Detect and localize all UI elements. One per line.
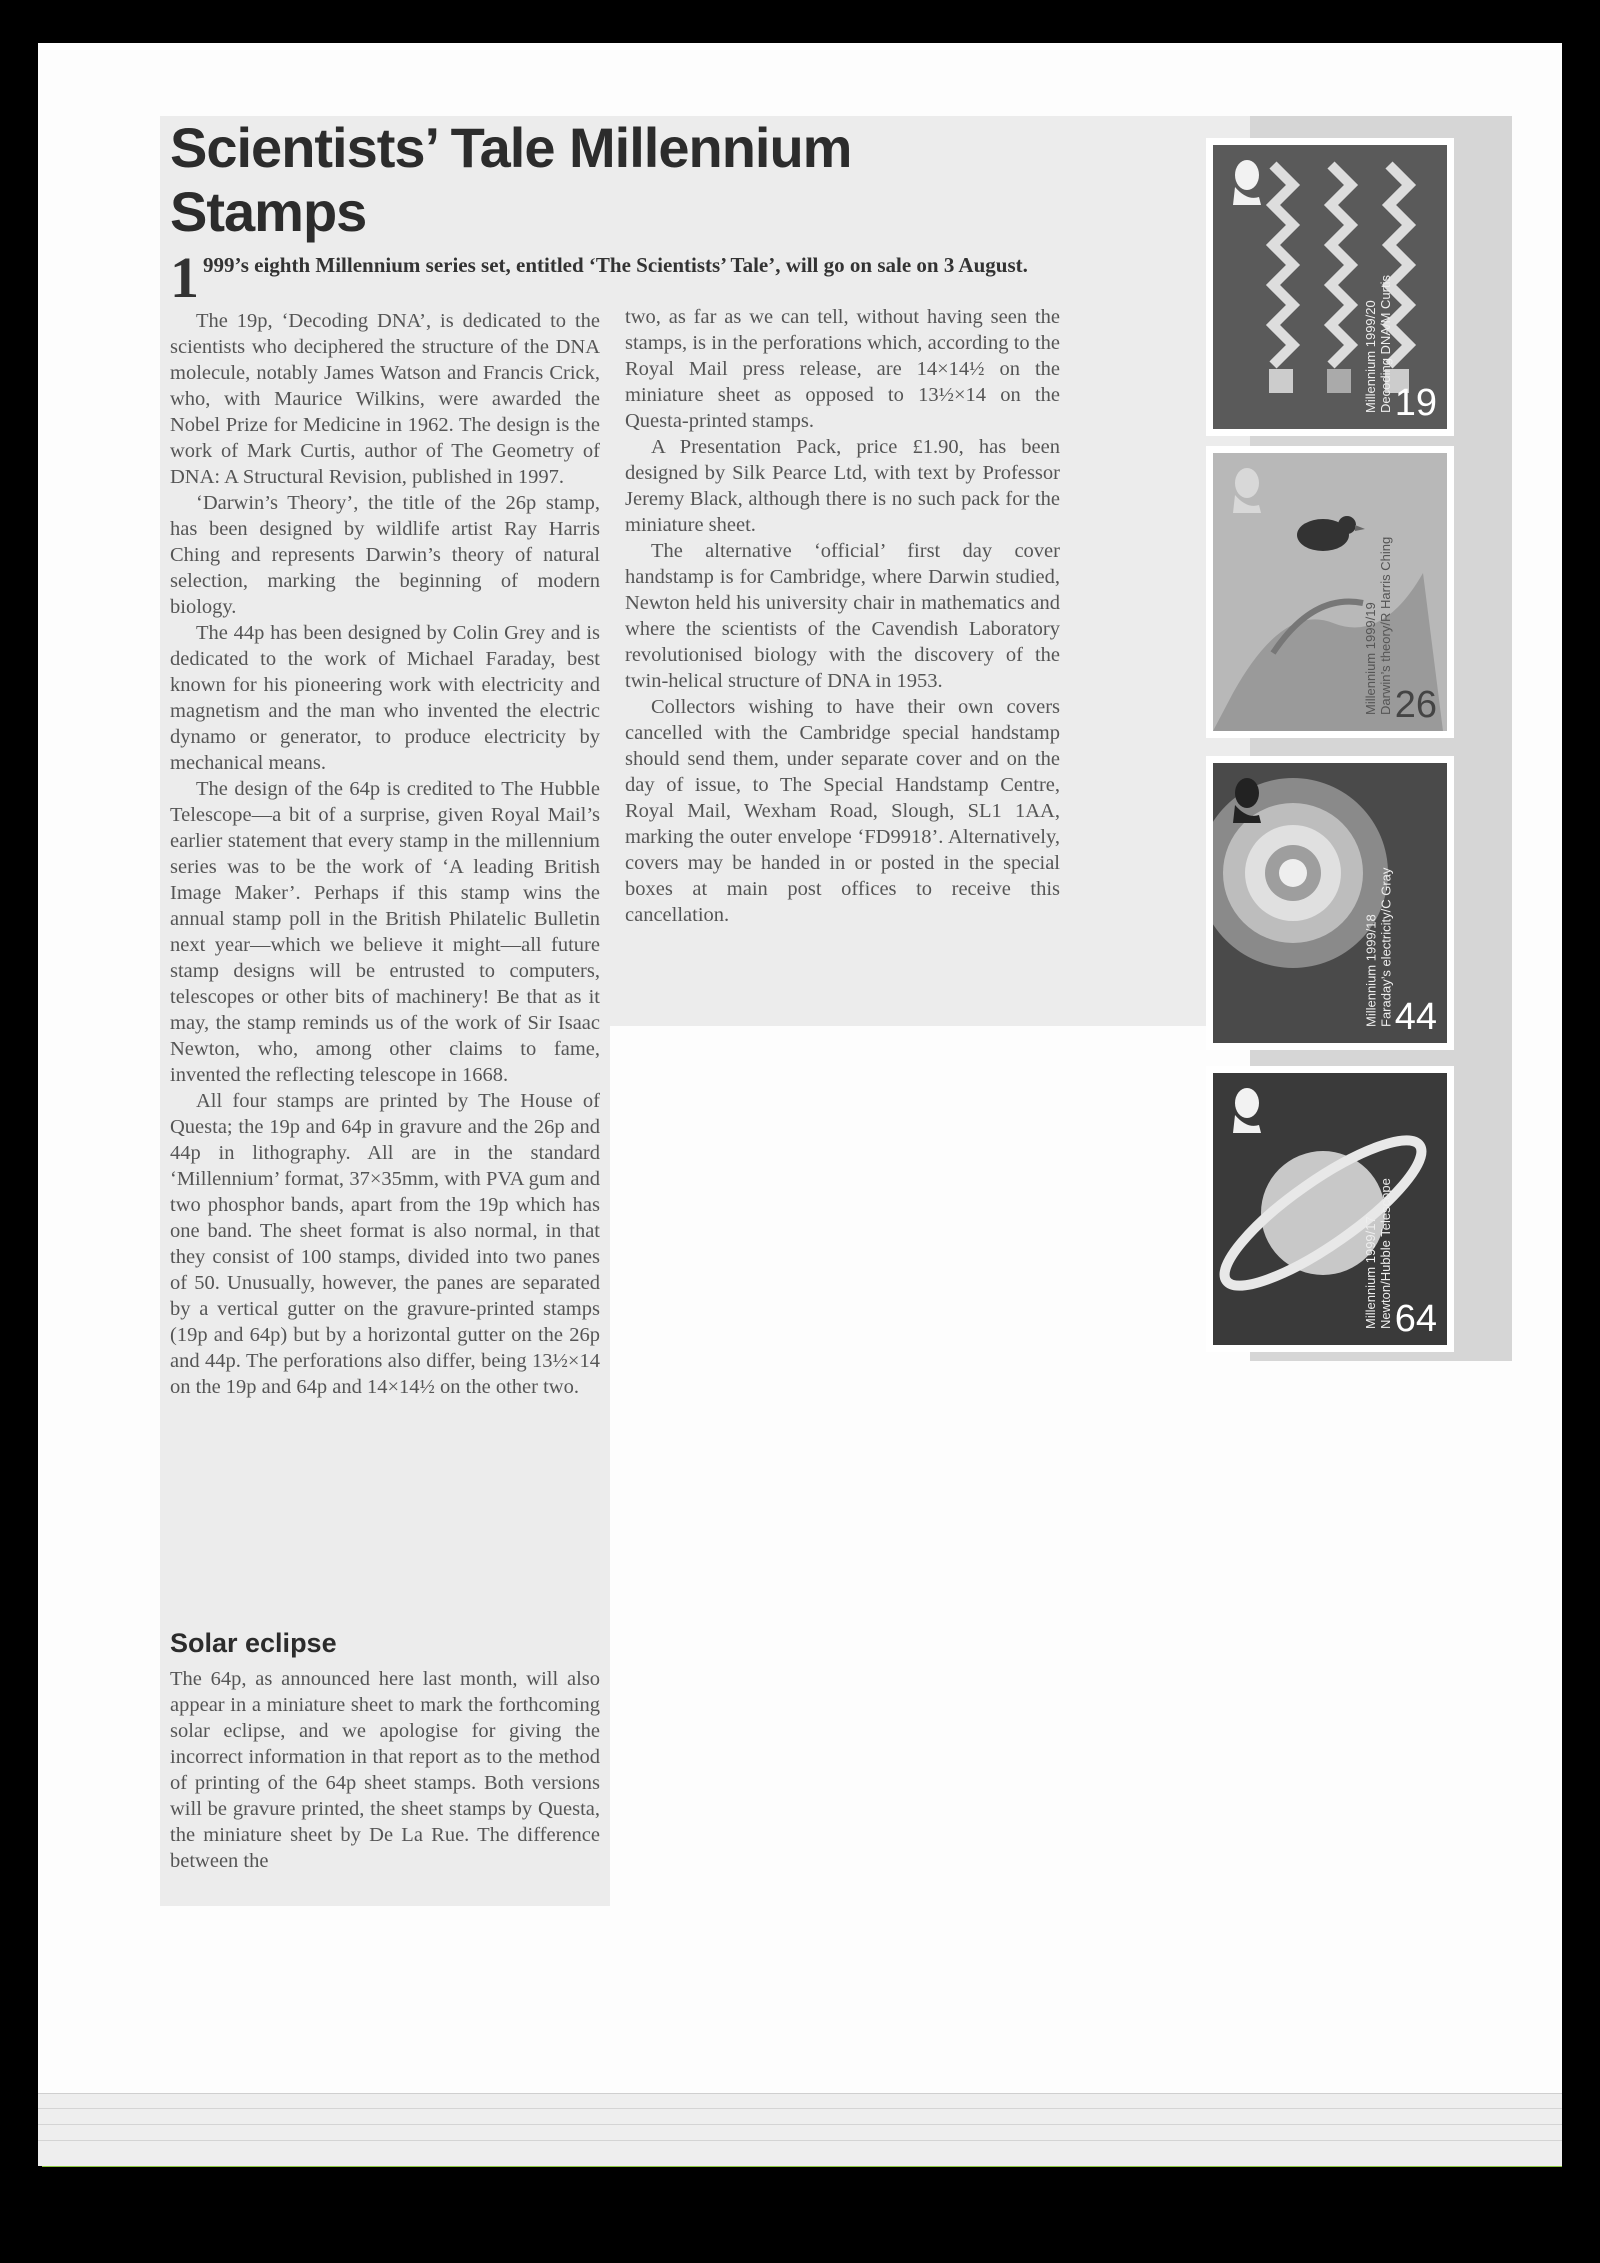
paragraph: Collectors wishing to have their own covers cancelled with the Cambridge special handstamp should send them, under separate cover and on the day of issue, to The Special Handstamp Centre, Royal Mail, Wexham Road, Slough, SL1 1AA, marking the outer envelope ‘FD9918’. Alternatively, covers may be handed in or posted in the special boxes at main post offices to receive this cancellation. [625, 696, 1060, 926]
stamp-19p [1206, 138, 1454, 436]
stamp-image: Millennium 1999/17 Newton/Hubble Telescope 64 [1213, 1073, 1447, 1345]
queens-head-icon [1229, 157, 1265, 205]
drop-cap: 1 [170, 245, 199, 310]
stamp-image: Millennium 1999/19 Darwin’s theory/R Harris Ching 26 [1213, 453, 1447, 731]
queens-head-icon [1229, 775, 1265, 823]
stamp-26p [1206, 446, 1454, 738]
stamp-value: 64 [1394, 1298, 1437, 1340]
article-column-2 [625, 304, 1060, 928]
stamp-value: 19 [1394, 382, 1437, 424]
paragraph: The 19p, ‘Decoding DNA’, is dedicated to the scientists who deciphered the structure of the DNA molecule, notably James Watson and Francis Crick, who, with Maurice Wilkins, were awarded the Nobel Prize for Medicine in 1962. The design is the work of Mark Curtis, author of The Geometry of DNA: A Structural Revision, published in 1997. [170, 310, 600, 488]
queens-head-icon [1229, 1085, 1265, 1133]
stamp-44p [1206, 756, 1454, 1050]
magazine-clipping [160, 116, 1512, 1906]
stamp-value: 26 [1394, 684, 1437, 726]
paragraph: A Presentation Pack, price £1.90, has been designed by Silk Pearce Ltd, with text by Professor Jeremy Black, although there is no such pack for the miniature sheet. [625, 436, 1060, 536]
paragraph: The 64p, as announced here last month, will also appear in a miniature sheet to mark the forthcoming solar eclipse, and we apologise for giving the incorrect information in that report as to the method of printing of the 64p sheet stamps. Both versions will be gravure printed, the sheet stamps by Questa, the miniature sheet by De La Rue. The difference between the [170, 1668, 600, 1872]
intro-text: 999’s eighth Millennium series set, entitled ‘The Scientists’ Tale’, will go on sale on 3 August. [203, 253, 1028, 277]
stacked-sheets-edge [38, 2093, 1562, 2166]
article-title: Scientists’ Tale Millennium Stamps [170, 116, 852, 243]
queens-head-icon [1229, 465, 1265, 513]
paragraph: All four stamps are printed by The House of Questa; the 19p and 64p in gravure and the 26p and 44p in lithography. All are in the standard ‘Millennium’ format, 37×35mm, with PVA gum and two phosphor bands, apart from the 19p which has one band. The sheet format is also normal, in that they consist of 100 stamps, divided into two panes of 50. Unusually, however, the panes are separated by a vertical gutter on the gravure-printed stamps (19p and 64p) but by a horizontal gutter on the 26p and 44p. The perforations also differ, being 13½×14 on the 19p and 64p and 14×14½ on the other two. [170, 1090, 600, 1398]
paragraph: ‘Darwin’s Theory’, the title of the 26p stamp, has been designed by wildlife artist Ray Harris Ching and represents Darwin’s theory of natural selection, marking the beginning of modern biology. [170, 492, 600, 618]
solar-eclipse-heading: Solar eclipse [170, 1628, 337, 1658]
article-intro [170, 245, 1070, 310]
paragraph: The design of the 64p is credited to The Hubble Telescope—a bit of a surprise, given Royal Mail’s earlier statement that every stamp in the millennium series was to be the work of ‘A leading British Image Maker’. Perhaps if this stamp wins the annual stamp poll in the British Philatelic Bulletin next year—which we believe it might—all future stamp designs will be entrusted to computers, telescopes or other bits of machinery! Be that as it may, the stamp reminds us of the work of Sir Isaac Newton, who, among other claims to fame, invented the reflecting telescope in 1668. [170, 778, 600, 1086]
solar-eclipse-text [170, 1666, 600, 1874]
paragraph: two, as far as we can tell, without having seen the stamps, is in the perforations which, according to the Royal Mail press release, are 14×14½ on the miniature sheet as opposed to 13½×14 on the Questa-printed stamps. [625, 306, 1060, 432]
stamp-64p [1206, 1066, 1454, 1352]
stamp-value: 44 [1394, 996, 1437, 1038]
stamp-image: Millennium 1999/18 Faraday’s electricity/C Gray 44 [1213, 763, 1447, 1043]
article-column-1 [170, 308, 600, 1400]
paragraph: The alternative ‘official’ first day cover handstamp is for Cambridge, where Darwin studied, Newton held his university chair in mathematics and where the scientists of the Cavendish Laboratory revolutionised biology with the discovery of the twin-helical structure of DNA in 1953. [625, 540, 1060, 692]
stamp-image: Millennium 1999/20 Decoding DNA/M Curtis 19 [1213, 145, 1447, 429]
paragraph: The 44p has been designed by Colin Grey and is dedicated to the work of Michael Faraday, best known for his pioneering work with electricity and magnetism and the man who invented the electric dynamo or generator, to produce electricity by mechanical means. [170, 622, 600, 774]
